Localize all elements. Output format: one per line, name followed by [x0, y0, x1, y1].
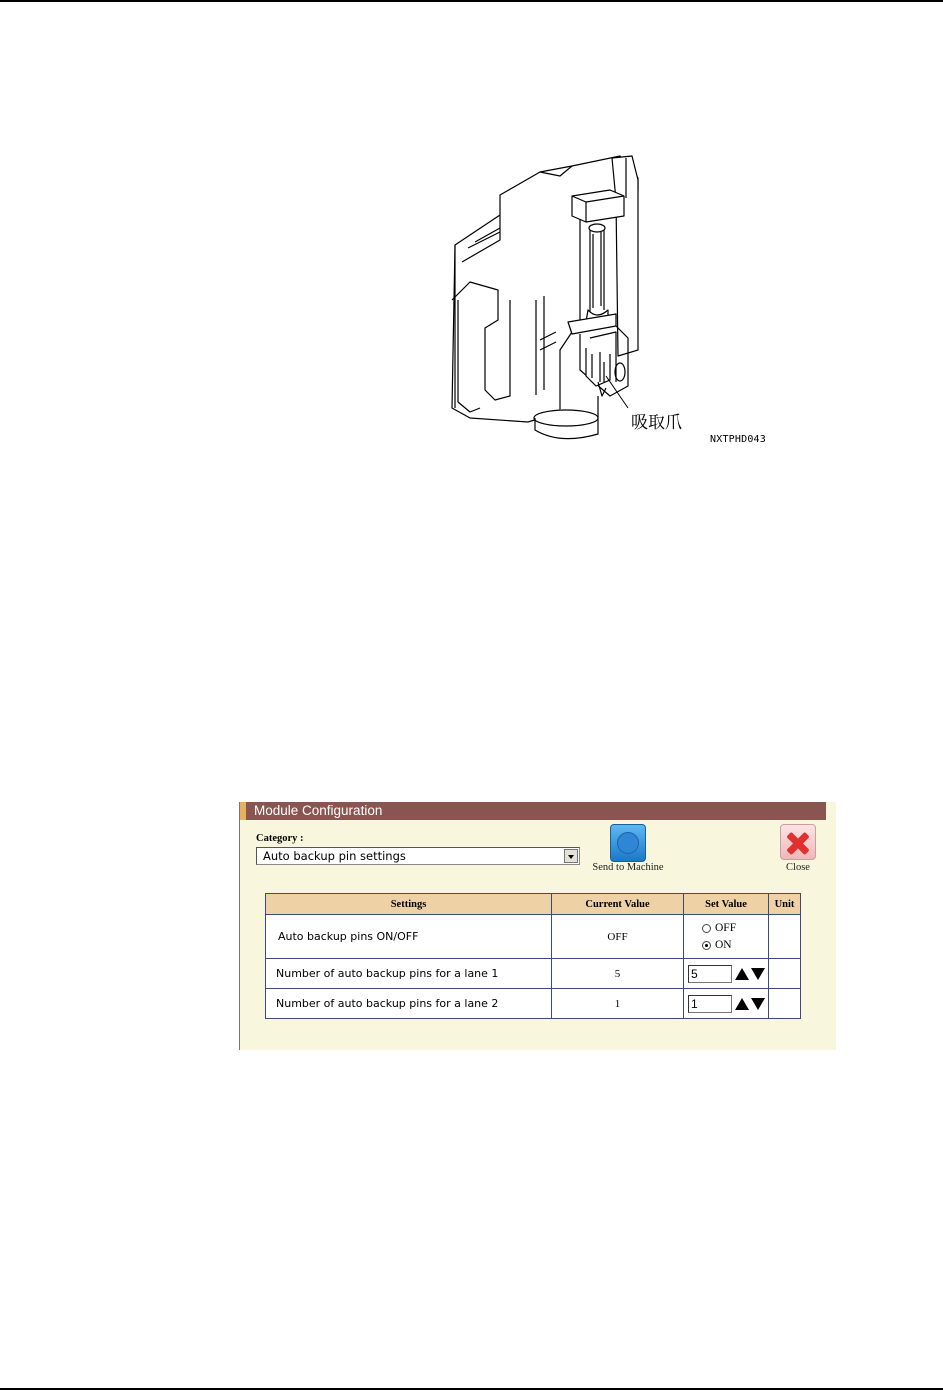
unit-cell [769, 915, 801, 959]
setting-name: Number of auto backup pins for a lane 2 [266, 989, 552, 1019]
claw-callout-label: 吸取爪 [631, 413, 682, 433]
radio-on-label: ON [715, 939, 732, 951]
drawing-code: NXTPHD043 [710, 434, 766, 445]
pickup-head-illustration [440, 150, 780, 450]
unit-cell [769, 989, 801, 1019]
bottom-rule [0, 1388, 943, 1390]
column-header-set-value: Set Value [684, 894, 769, 915]
current-value: 5 [552, 959, 684, 989]
current-value: 1 [552, 989, 684, 1019]
pickup-head-drawing [440, 150, 780, 450]
unit-cell [769, 959, 801, 989]
lane1-pin-stepper [684, 965, 768, 983]
table-header-row [266, 894, 801, 915]
radio-off-label: OFF [715, 922, 737, 934]
chevron-down-icon[interactable] [564, 849, 578, 863]
category-select-value: Auto backup pin settings [263, 849, 406, 863]
increment-arrow-icon[interactable] [735, 998, 749, 1010]
category-select[interactable] [256, 847, 580, 865]
set-value-cell [684, 989, 769, 1019]
increment-arrow-icon[interactable] [735, 968, 749, 980]
column-header-unit: Unit [769, 894, 801, 915]
decrement-arrow-icon[interactable] [751, 998, 765, 1010]
table-row [266, 915, 801, 959]
top-rule [0, 0, 943, 2]
setting-name: Number of auto backup pins for a lane 1 [266, 959, 552, 989]
lane1-pin-input[interactable]: 5 [688, 965, 732, 983]
set-value-cell [684, 959, 769, 989]
setting-name: Auto backup pins ON/OFF [266, 915, 552, 959]
lane2-pin-input[interactable]: 1 [688, 995, 732, 1013]
lane2-pin-stepper [684, 995, 768, 1013]
dialog-titlebar [240, 802, 826, 820]
send-to-machine-label: Send to Machine [592, 862, 664, 873]
close-label: Close [786, 862, 810, 873]
decrement-arrow-icon[interactable] [751, 968, 765, 980]
radio-on[interactable] [702, 941, 711, 950]
category-label: Category : [256, 833, 304, 844]
close-icon[interactable] [780, 824, 816, 860]
dialog-title: Module Configuration [254, 803, 383, 818]
table-row [266, 959, 801, 989]
set-value-cell [684, 915, 769, 959]
send-to-machine-button[interactable] [590, 824, 666, 874]
column-header-current-value: Current Value [552, 894, 684, 915]
current-value: OFF [552, 915, 684, 959]
settings-table [265, 893, 801, 1019]
table-row [266, 989, 801, 1019]
send-icon[interactable] [610, 824, 646, 862]
module-configuration-dialog [239, 802, 836, 1050]
radio-off[interactable] [702, 924, 711, 933]
radio-on-option[interactable] [684, 937, 768, 954]
radio-off-option[interactable] [684, 920, 768, 937]
column-header-settings: Settings [266, 894, 552, 915]
